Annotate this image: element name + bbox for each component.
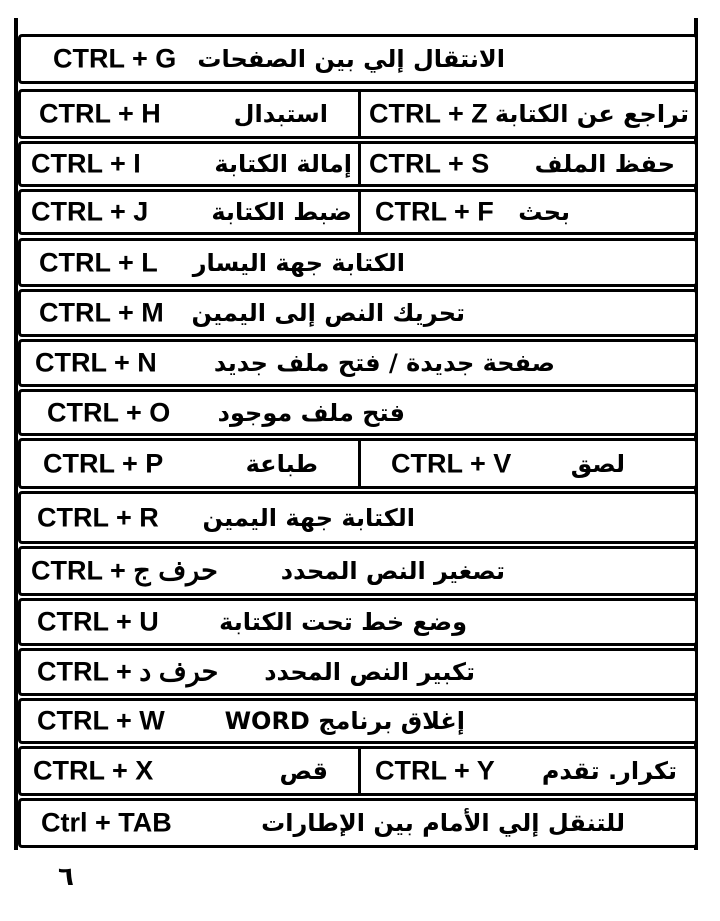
shortcut-cell (21, 342, 695, 384)
shortcut-cell (21, 701, 695, 741)
shortcut-cell (21, 241, 695, 284)
shortcut-key: CTRL + J (31, 196, 149, 227)
shortcut-key: CTRL + M (39, 297, 164, 328)
shortcut-key: CTRL + O (47, 397, 171, 427)
shortcut-cell (21, 801, 695, 845)
shortcut-key: CTRL + حرف د (37, 656, 219, 687)
shortcut-key: Ctrl + TAB (41, 807, 172, 838)
shortcut-description: تكرار. تقدم (541, 757, 677, 785)
shortcut-description: ضبط الكتابة (211, 198, 352, 226)
table-row (18, 648, 698, 696)
table-row (18, 141, 698, 187)
table-row (18, 339, 698, 387)
shortcut-description: قص (279, 757, 328, 785)
shortcut-description: تراجع عن الكتابة (494, 100, 689, 128)
shortcut-key: CTRL + H (39, 98, 161, 129)
shortcut-description: الكتابة جهة اليسار (192, 248, 405, 277)
shortcut-cell (21, 92, 358, 136)
shortcut-description: للتنقل إلي الأمام بين الإطارات (261, 809, 625, 837)
shortcut-key: CTRL + F (375, 196, 494, 227)
shortcut-cell (21, 37, 695, 81)
shortcut-cell (358, 441, 695, 486)
shortcut-key: CTRL + P (43, 448, 164, 478)
table-row (18, 189, 698, 235)
shortcut-description: تكبير النص المحدد (264, 658, 475, 686)
shortcut-cell (21, 392, 695, 433)
shortcut-key: CTRL + L (39, 247, 158, 277)
shortcut-key: CTRL + U (37, 606, 159, 637)
table-row (18, 746, 698, 796)
shortcut-description: تصغير النص المحدد (280, 557, 505, 585)
shortcut-cell (21, 494, 695, 541)
table-row (18, 34, 698, 84)
table-row (18, 389, 698, 436)
shortcut-key: CTRL + Z (369, 98, 488, 129)
shortcut-cell (21, 144, 358, 184)
shortcut-description: استبدال (233, 100, 328, 128)
table-row (18, 438, 698, 489)
shortcut-cell (21, 601, 695, 643)
shortcut-description: إغلاق برنامج WORD (224, 707, 465, 735)
shortcut-cell (358, 749, 695, 793)
shortcut-cell (21, 651, 695, 693)
table-row (18, 289, 698, 337)
table-row (18, 89, 698, 139)
shortcut-cell (21, 549, 695, 593)
shortcut-description: بحث (518, 198, 570, 226)
shortcut-key: CTRL + G (53, 43, 177, 74)
table-row (18, 598, 698, 646)
shortcut-description: فتح ملف موجود (217, 398, 405, 427)
shortcut-key: CTRL + حرف ج (31, 555, 218, 586)
shortcut-description: وضع خط تحت الكتابة (219, 608, 467, 636)
shortcut-key: CTRL + Y (375, 755, 495, 786)
shortcut-key: CTRL + R (37, 502, 159, 532)
shortcut-cell (358, 144, 695, 184)
shortcut-cell (358, 192, 695, 232)
shortcut-key: CTRL + V (391, 448, 512, 478)
shortcut-cell (21, 441, 358, 486)
shortcut-key: CTRL + X (33, 755, 154, 786)
shortcut-cell (21, 192, 358, 232)
shortcut-description: الكتابة جهة اليمين (202, 503, 415, 532)
table-row (18, 798, 698, 848)
table-row (18, 546, 698, 596)
page-number: ٦ (58, 862, 74, 892)
table-row (18, 491, 698, 544)
shortcut-cell (21, 749, 358, 793)
shortcut-description: حفظ الملف (534, 150, 675, 178)
shortcut-description: لصق (570, 449, 625, 478)
table-row (18, 698, 698, 744)
shortcut-description: صفحة جديدة / فتح ملف جديد (213, 349, 555, 377)
shortcut-key: CTRL + S (369, 148, 490, 179)
shortcut-description: الانتقال إلي بين الصفحات (197, 45, 505, 73)
shortcut-description: تحريك النص إلى اليمين (191, 299, 465, 327)
shortcut-cell (358, 92, 695, 136)
shortcut-description: إمالة الكتابة (214, 150, 352, 178)
shortcut-key: CTRL + N (35, 347, 157, 378)
shortcut-key: CTRL + I (31, 148, 141, 179)
shortcut-cell (21, 292, 695, 334)
shortcut-description: طباعة (245, 449, 318, 478)
shortcut-key: CTRL + W (37, 705, 165, 736)
table-row (18, 238, 698, 287)
